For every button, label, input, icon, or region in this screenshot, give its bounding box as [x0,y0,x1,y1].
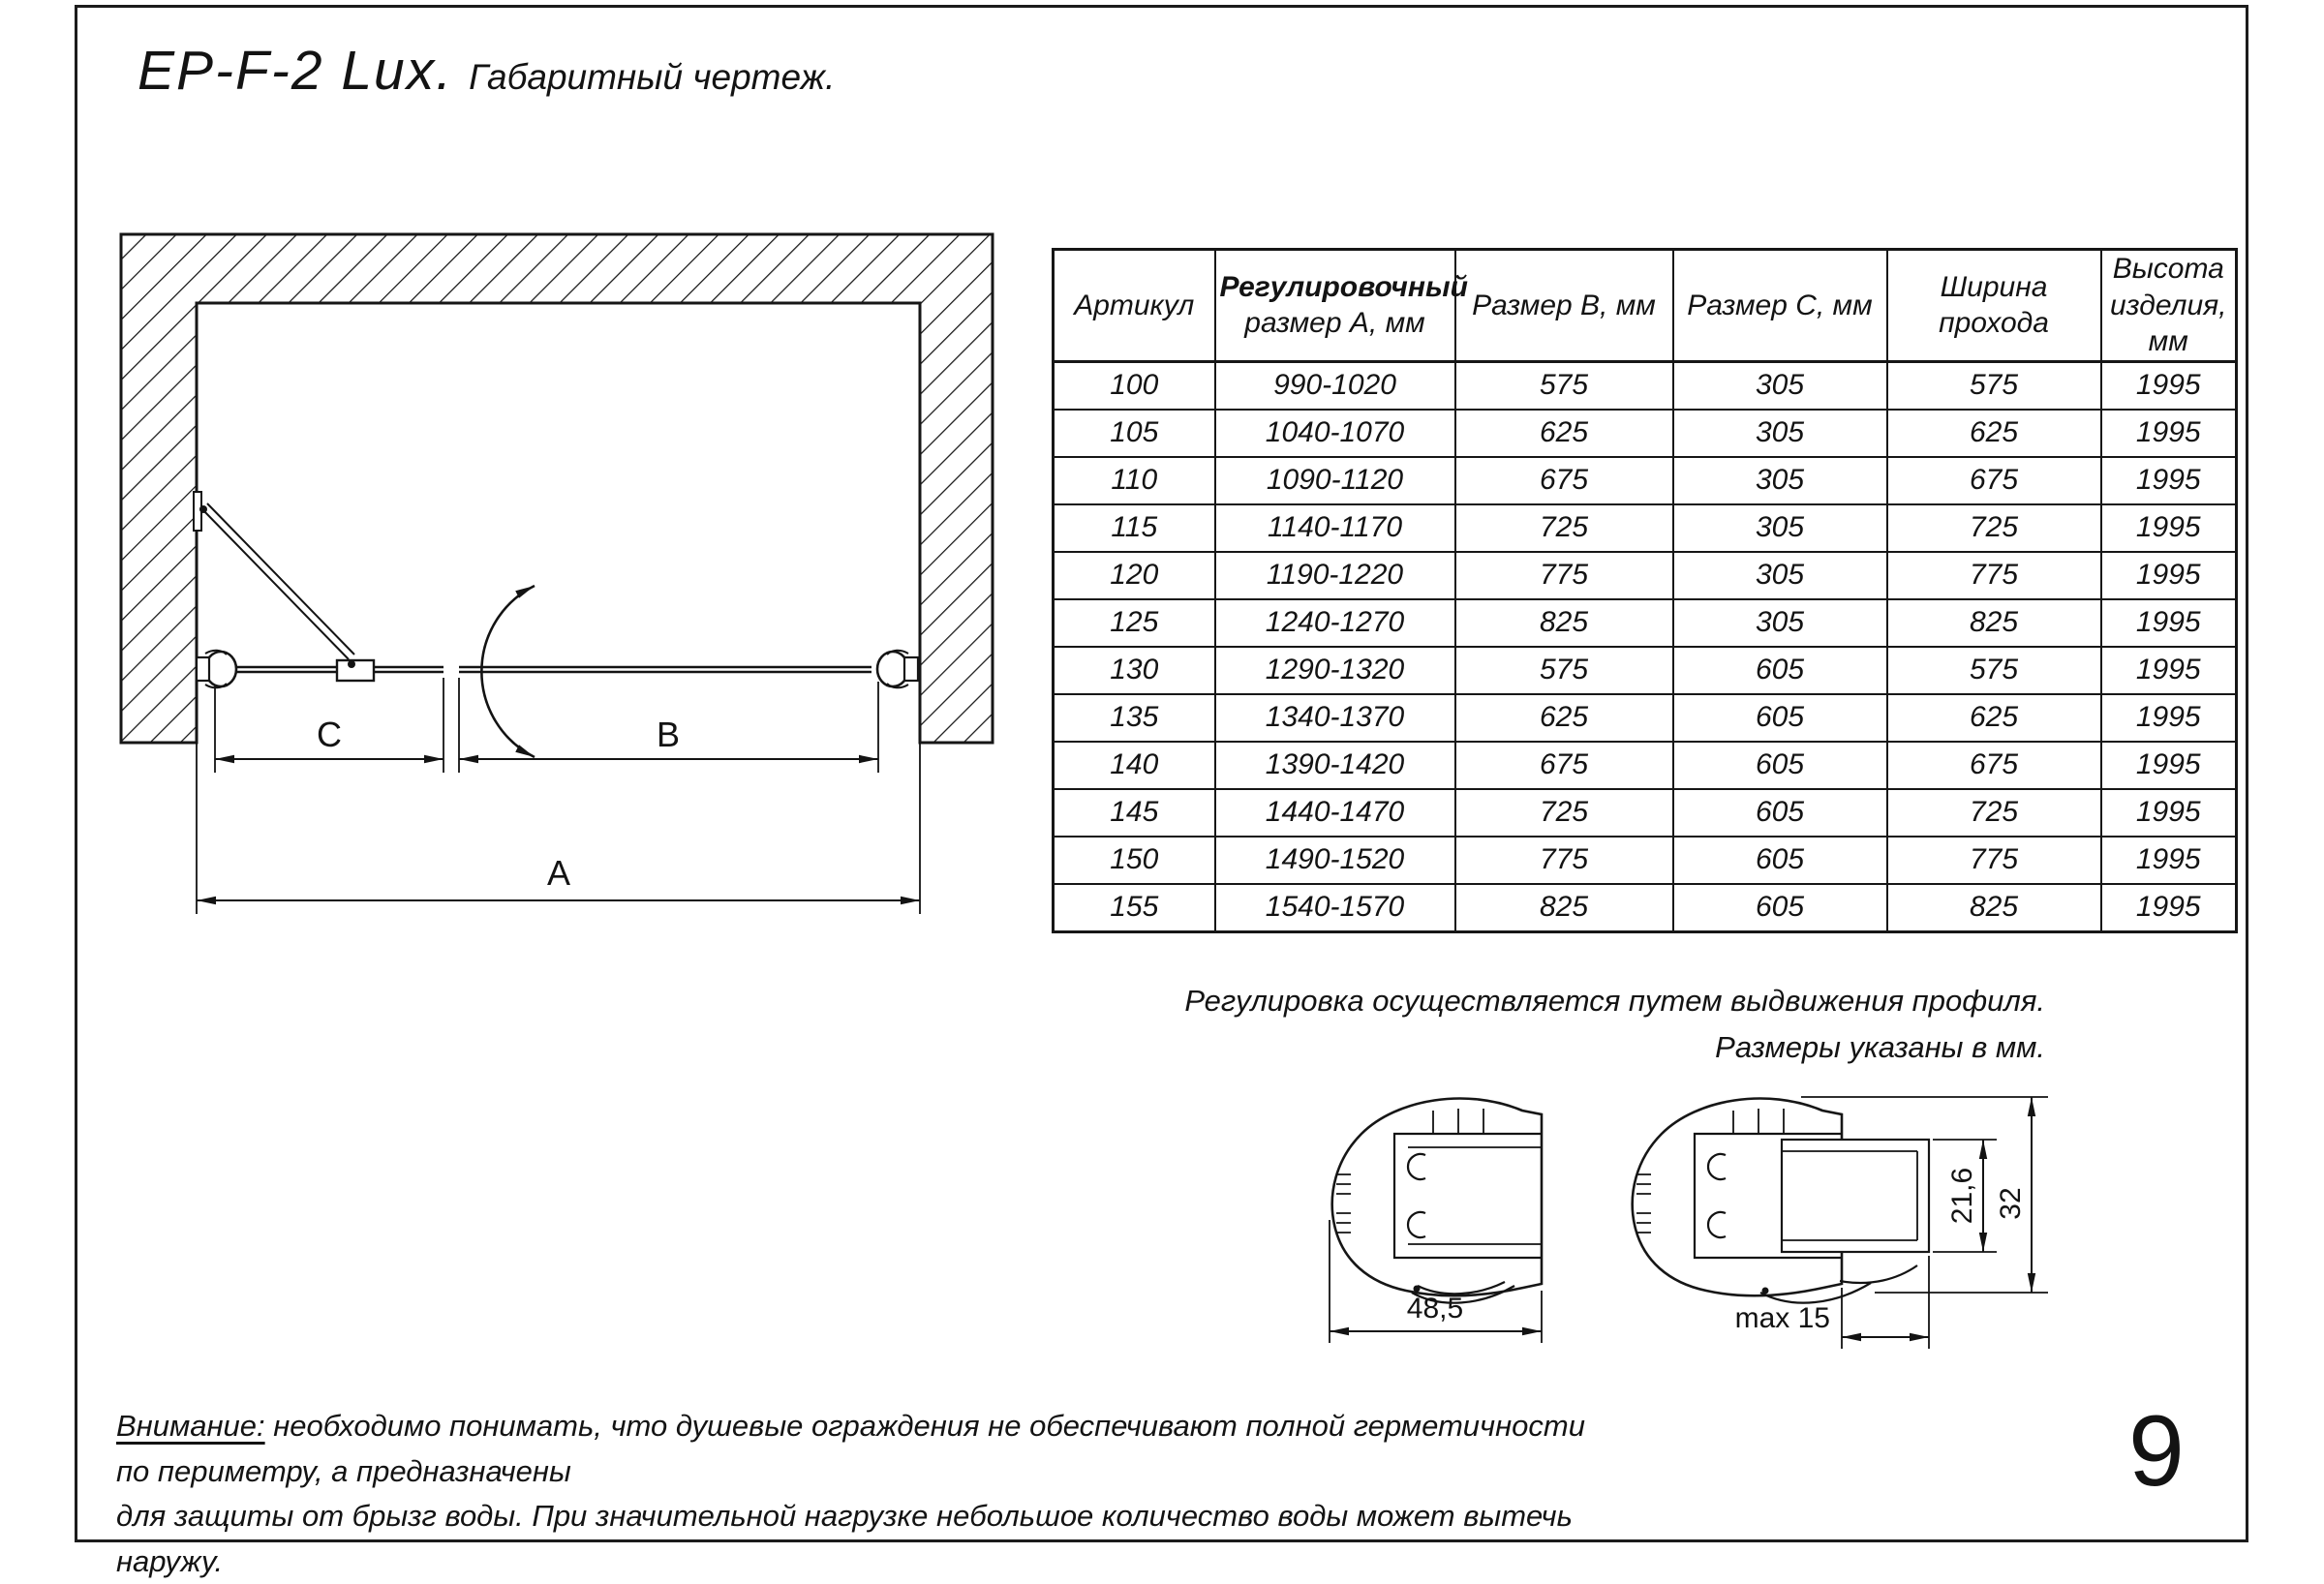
cell-article: 100 [1054,361,1215,410]
dim-outer-height-label: 32 [1995,1187,2027,1220]
cell-size-c: 305 [1673,361,1887,410]
cell-height: 1995 [2101,457,2237,504]
cell-size-a: 1490-1520 [1215,837,1455,884]
col-header-size-c: Размер С, мм [1673,250,1887,362]
table-row [1054,742,2237,789]
cell-pass-width: 775 [1887,837,2101,884]
cell-pass-width: 825 [1887,884,2101,932]
table-row [1054,457,2237,504]
cell-size-a: 1390-1420 [1215,742,1455,789]
col-header-size-a-bold: Регулировочный [1219,270,1468,303]
left-wall-profile [197,651,236,688]
dimension-inner-height [1933,1140,1997,1252]
size-table [1052,248,2238,933]
dim-profile-width-label: 48,5 [1406,1293,1464,1325]
cell-size-a: 1540-1570 [1215,884,1455,932]
cell-size-b: 575 [1455,647,1673,694]
table-row [1054,504,2237,552]
cell-height: 1995 [2101,552,2237,599]
table-row [1054,599,2237,647]
table-row [1054,361,2237,410]
col-header-height: Высота изделия, мм [2101,250,2237,362]
table-row [1054,552,2237,599]
dim-inner-height-label: 21,6 [1946,1167,1978,1225]
cell-height: 1995 [2101,647,2237,694]
dimension-b [459,715,878,759]
cell-pass-width: 675 [1887,742,2101,789]
profile-section-extended [1633,1099,1929,1303]
cell-height: 1995 [2101,694,2237,742]
plan-view-drawing [97,223,1026,939]
cell-height: 1995 [2101,361,2237,410]
cell-article: 145 [1054,789,1215,837]
cell-height: 1995 [2101,789,2237,837]
col-header-size-a-rest: размер А, мм [1244,307,1425,340]
cell-size-b: 775 [1455,552,1673,599]
table-row [1054,410,2237,457]
page-number: 9 [2128,1395,2185,1508]
cell-height: 1995 [2101,742,2237,789]
cell-article: 135 [1054,694,1215,742]
cell-pass-width: 675 [1887,457,2101,504]
table-header-row [1054,250,2237,362]
cell-height: 1995 [2101,504,2237,552]
cell-size-a: 1040-1070 [1215,410,1455,457]
cell-size-b: 725 [1455,789,1673,837]
cell-size-c: 305 [1673,552,1887,599]
table-row [1054,837,2237,884]
cell-pass-width: 775 [1887,552,2101,599]
table-row [1054,884,2237,932]
title-subtitle: Габаритный чертеж. [469,57,836,97]
cell-size-b: 775 [1455,837,1673,884]
dim-max-offset-label: max 15 [1734,1302,1830,1334]
dimension-a [197,853,920,900]
cell-size-c: 605 [1673,742,1887,789]
warning-note [116,1404,1607,1584]
warning-line-1 [116,1404,1607,1494]
cell-size-a: 1440-1470 [1215,789,1455,837]
cell-size-c: 605 [1673,694,1887,742]
adjustment-notes [1065,978,2045,1071]
cell-size-c: 305 [1673,410,1887,457]
cell-pass-width: 725 [1887,504,2101,552]
cell-height: 1995 [2101,410,2237,457]
cell-pass-width: 725 [1887,789,2101,837]
cell-pass-width: 825 [1887,599,2101,647]
cell-pass-width: 575 [1887,647,2101,694]
dimension-c [215,715,443,759]
cell-size-b: 675 [1455,742,1673,789]
dim-c-label: C [317,715,342,754]
cell-article: 150 [1054,837,1215,884]
cell-size-c: 605 [1673,884,1887,932]
cell-article: 110 [1054,457,1215,504]
cell-size-c: 605 [1673,789,1887,837]
cell-size-b: 825 [1455,599,1673,647]
cell-size-a: 1290-1320 [1215,647,1455,694]
cell-size-b: 825 [1455,884,1673,932]
cell-size-b: 625 [1455,410,1673,457]
cell-height: 1995 [2101,884,2237,932]
note-units: Размеры указаны в мм. [1715,1030,2045,1065]
cell-pass-width: 575 [1887,361,2101,410]
cell-article: 130 [1054,647,1215,694]
warning-label: Внимание: [116,1409,265,1443]
cell-size-c: 305 [1673,504,1887,552]
cell-pass-width: 625 [1887,410,2101,457]
right-wall-profile [877,651,918,688]
col-header-article: Артикул [1054,250,1215,362]
glass-panels [232,667,872,672]
cell-article: 120 [1054,552,1215,599]
table-row [1054,789,2237,837]
table-row [1054,694,2237,742]
page-title [138,39,835,103]
cell-size-b: 725 [1455,504,1673,552]
col-header-size-b: Размер В, мм [1455,250,1673,362]
cell-size-a: 990-1020 [1215,361,1455,410]
cell-size-a: 1090-1120 [1215,457,1455,504]
cell-size-c: 605 [1673,837,1887,884]
cell-article: 140 [1054,742,1215,789]
cell-size-c: 305 [1673,457,1887,504]
cell-article: 155 [1054,884,1215,932]
cell-size-a: 1190-1220 [1215,552,1455,599]
cell-height: 1995 [2101,837,2237,884]
model-name: EP-F-2 Lux. [138,40,454,102]
cell-article: 105 [1054,410,1215,457]
cell-height: 1995 [2101,599,2237,647]
cell-pass-width: 625 [1887,694,2101,742]
cell-size-a: 1140-1170 [1215,504,1455,552]
cell-article: 115 [1054,504,1215,552]
cell-size-b: 575 [1455,361,1673,410]
cell-size-b: 625 [1455,694,1673,742]
dim-a-label: A [546,853,571,893]
cell-article: 125 [1054,599,1215,647]
cell-size-a: 1240-1270 [1215,599,1455,647]
cell-size-b: 675 [1455,457,1673,504]
col-header-pass-width: Ширина прохода [1887,250,2101,362]
note-adjustment: Регулировка осуществляется путем выдвижения профиля. [1184,984,2045,1018]
profile-section-closed [1332,1099,1542,1303]
table-row [1054,647,2237,694]
profile-cross-sections [1298,1060,2111,1380]
cell-size-a: 1340-1370 [1215,694,1455,742]
col-header-size-a [1215,250,1468,362]
cell-size-c: 605 [1673,647,1887,694]
cell-size-c: 305 [1673,599,1887,647]
warning-line-1-text: необходимо понимать, что душевые ограждения не обеспечивают полной герметичности по периметру, а предназначены [116,1409,1585,1488]
warning-line-2: для защиты от брызг воды. При значительной нагрузке небольшое количество воды может вытечь наружу. [116,1499,1573,1578]
dim-b-label: B [656,715,681,754]
